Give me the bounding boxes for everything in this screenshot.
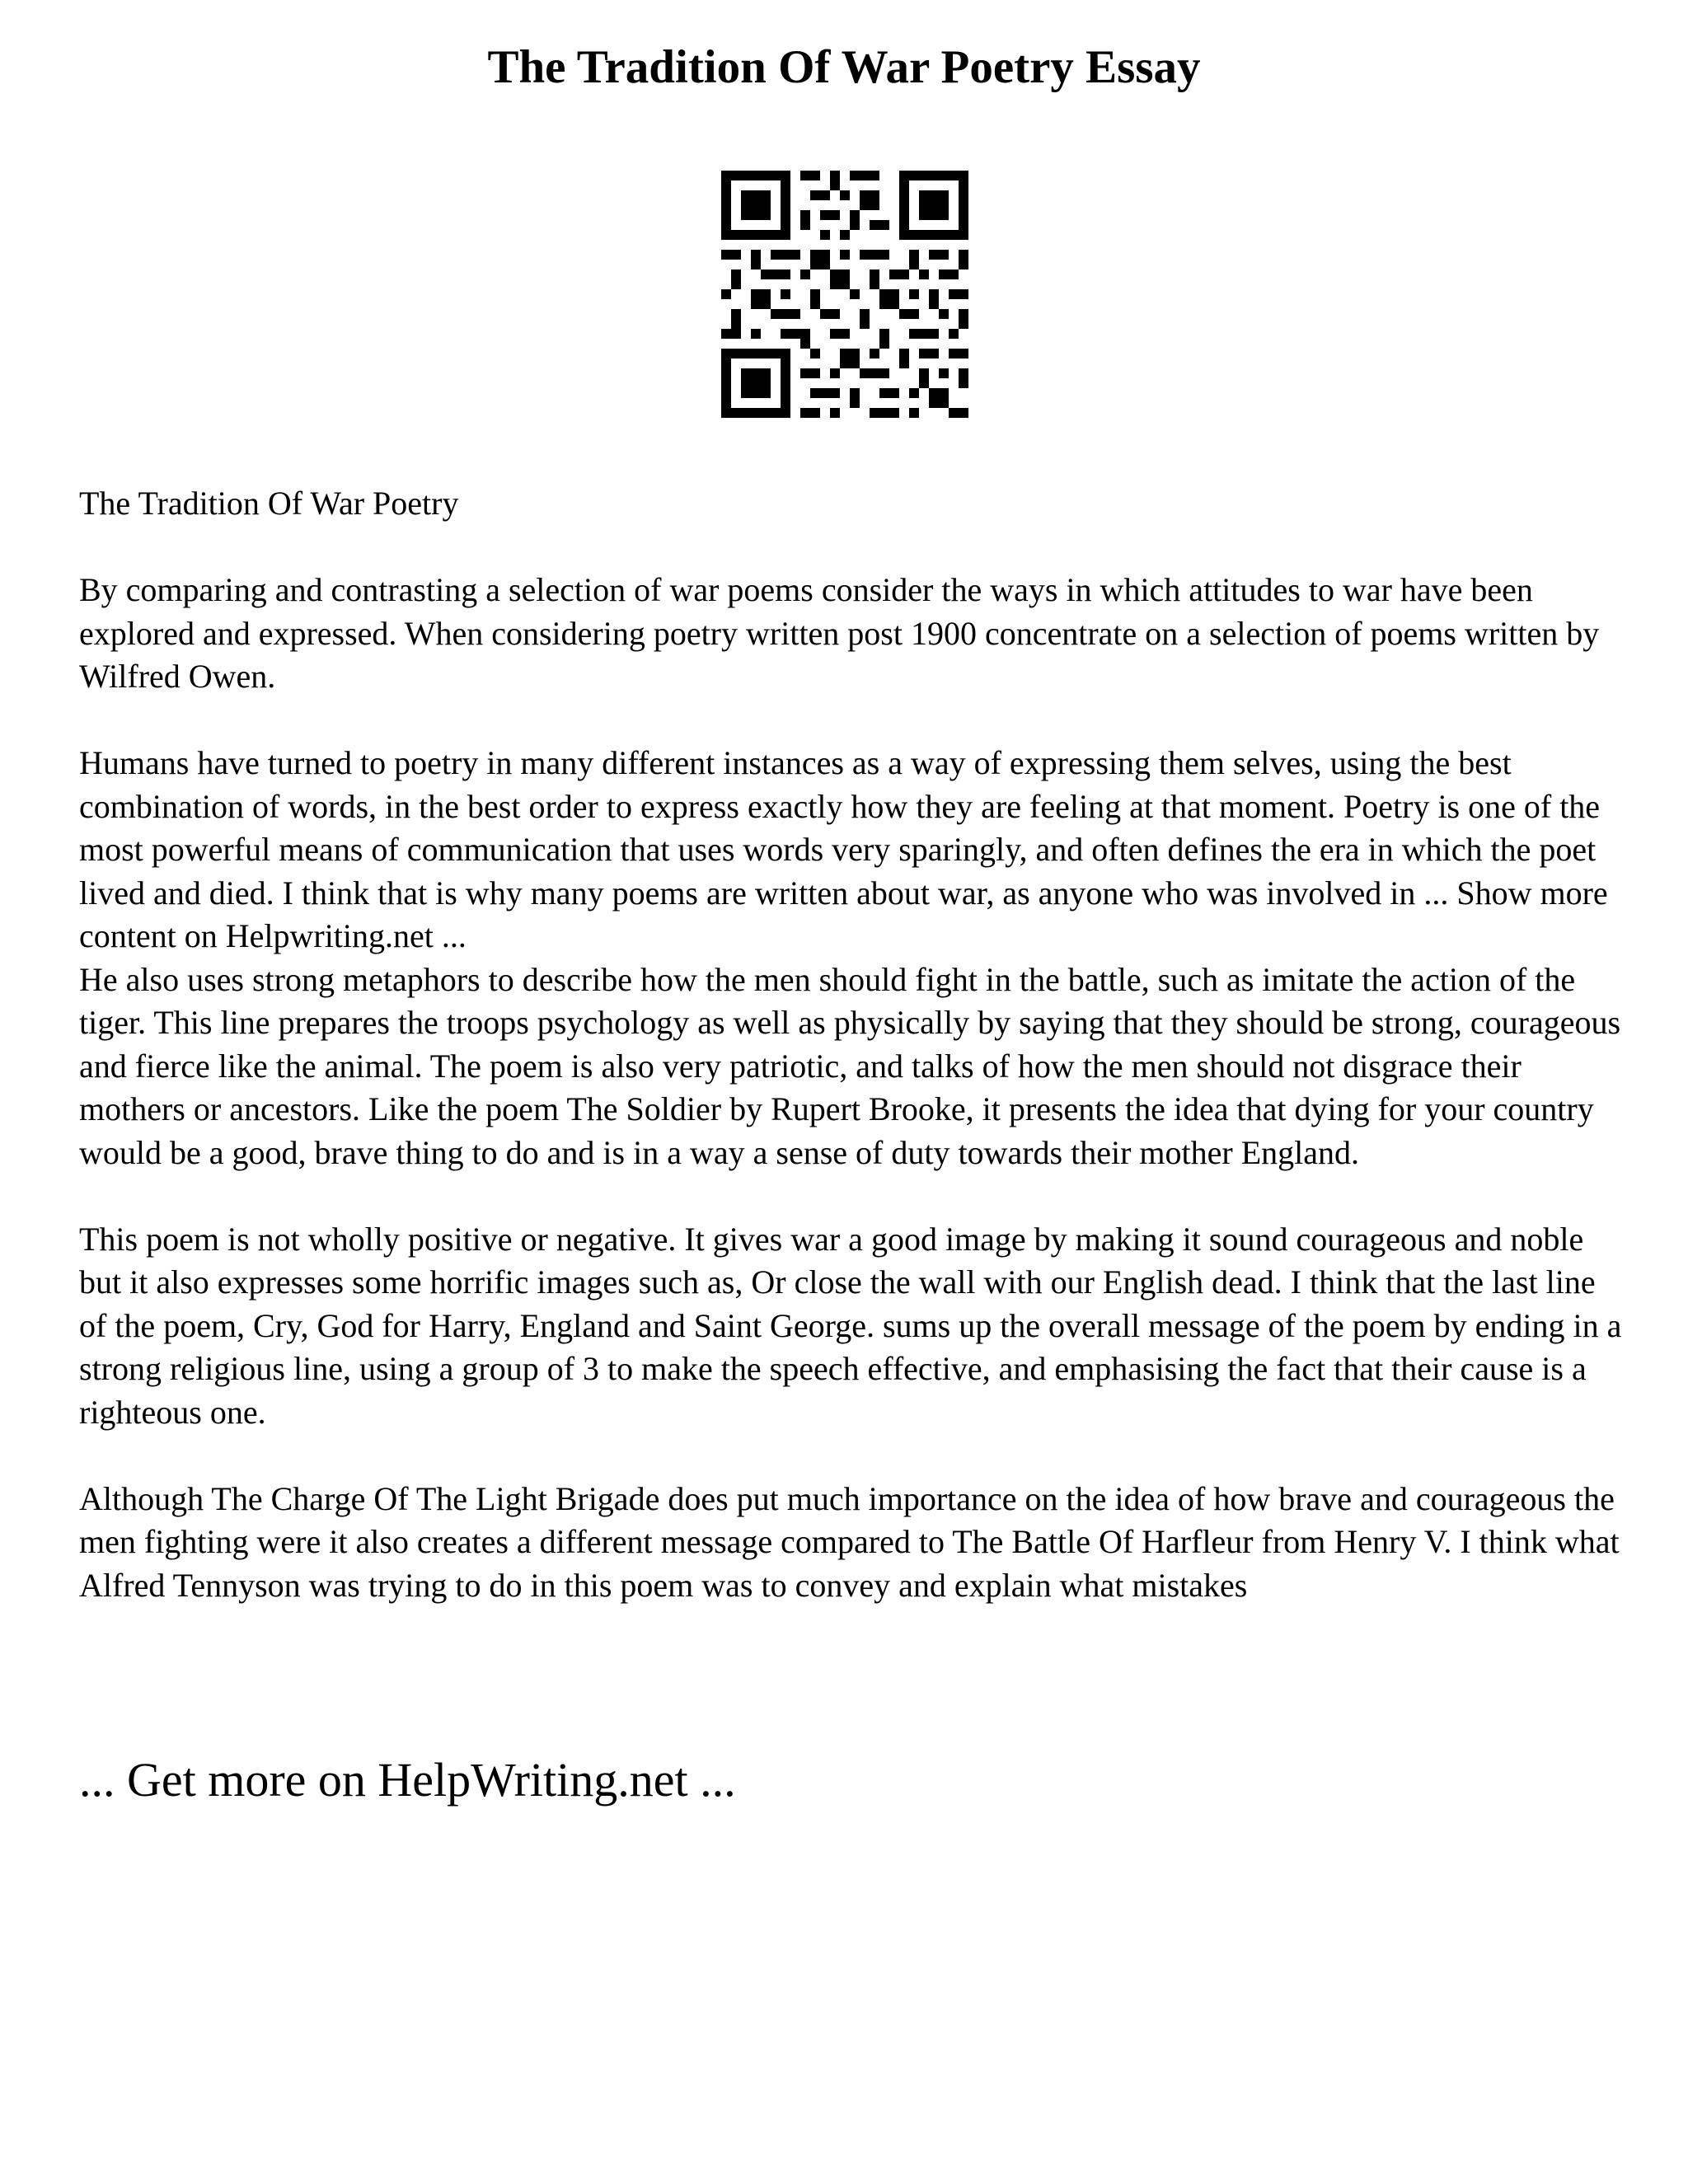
qr-code-icon: [721, 171, 968, 418]
essay-paragraph: This poem is not wholly positive or negative. It gives war a good image by making it sound courageous and noble but it also expresses some horrific images such as, Or close the wall with our English dead. I think that the last line of the poem, Cry, God for Harry, England and Saint George. sums up the overall message of the poem by ending in a strong religious line, using a group of 3 to make the speech effective, and emphasising the fact that their cause is a righteous one.: [79, 1220, 1622, 1431]
essay-paragraph: Humans have turned to poetry in many different instances as a way of expressing them selves, using the best combination of words, in the best order to express exactly how they are feeling at that moment. Poetry is one of the most powerful means of communication that uses words very sparingly, and often defines the era in which the poet lived and died. I think that is why many poems are written about war, as anyone who was involved in ... Show more content on Helpwriting.net ...: [79, 744, 1608, 954]
essay-paragraph: He also uses strong metaphors to describe how the men should fight in the battle, such as imitate the action of the tiger. This line prepares the troops psychology as well as physically by saying that they should be strong, courageous and fierce like the animal. The poem is also very patriotic, and talks of how the men should not disgrace their mothers or ancestors. Like the poem The Soldier by Rupert Brooke, it presents the idea that dying for your country would be a good, brave thing to do and is in a way a sense of duty towards their mother England.: [79, 960, 1621, 1171]
essay-paragraph: Although The Charge Of The Light Brigade does put much importance on the idea of how brave and courageous the men fighting were it also creates a different message compared to The Battle Of Harfleur from Henry V. I think what Alfred Tennyson was trying to do in this poem was to convey and explain what mistakes: [79, 1479, 1620, 1604]
get-more-link[interactable]: ... Get more on HelpWriting.net ...: [79, 1753, 736, 1807]
page-title: The Tradition Of War Poetry Essay: [487, 41, 1201, 93]
essay-body: [79, 482, 1629, 1607]
essay-prompt: By comparing and contrasting a selection of war poems consider the ways in which attitudes to war have been explored and expressed. When considering poetry written post 1900 concentrate on a selection of poems written by Wilfred Owen.: [79, 571, 1600, 695]
essay-subtitle: The Tradition Of War Poetry: [79, 485, 459, 522]
